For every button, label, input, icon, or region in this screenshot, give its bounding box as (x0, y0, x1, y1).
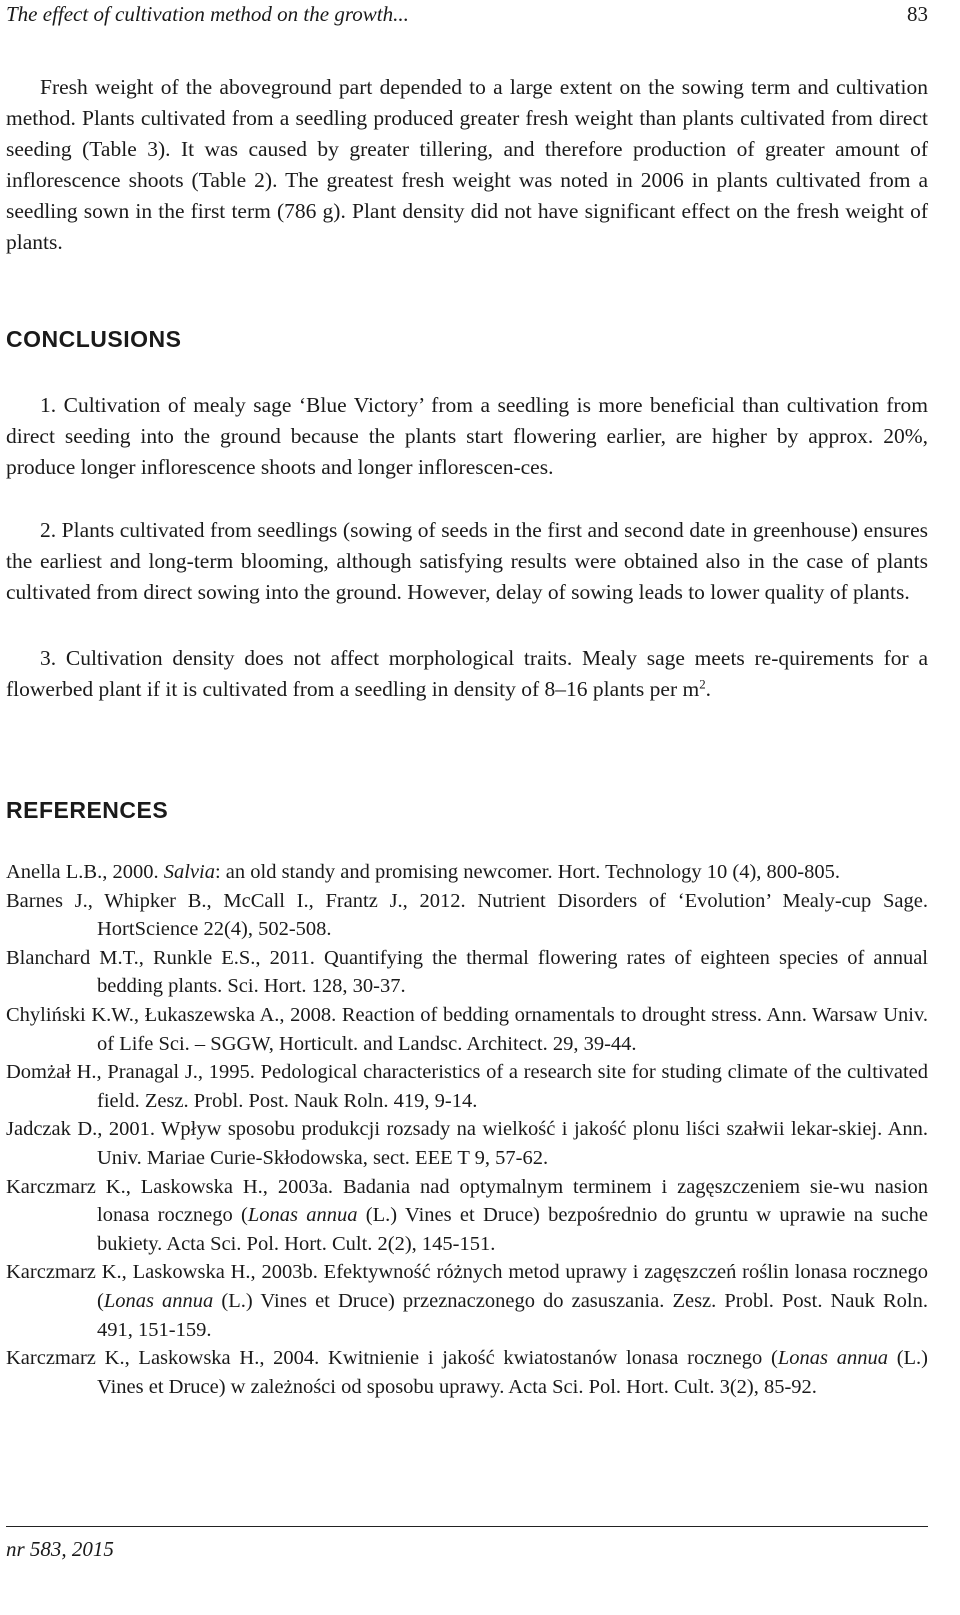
footer-divider (6, 1526, 928, 1527)
reference-item: Karczmarz K., Laskowska H., 2004. Kwitnienie i jakość kwiatostanów lonasa rocznego (Lonas annua (L.) Vines et Druce) w zależności od sposobu uprawy. Acta Sci. Pol. Hort. Cult. 3(2), 85-92. (6, 1347, 928, 1398)
conclusion-item-3-end: . (705, 677, 712, 701)
reference-item: Domżał H., Pranagal J., 1995. Pedological characteristics of a research site for studing climate of the cultivated field. Zesz. Probl. Post. Nauk Roln. 419, 9-14. (6, 1061, 928, 1112)
reference-item: Karczmarz K., Laskowska H., 2003b. Efektywność różnych metod uprawy i zagęszczeń roślin lonasa rocznego (Lonas annua (L.) Vines et Druce) przeznaczonego do zasuszania. Zesz. Probl. Post. Nauk Roln. 491, 151-159. (6, 1261, 928, 1341)
conclusion-item-1: 1. Cultivation of mealy sage ‘Blue Victory’ from a seedling is more beneficial than cultivation from direct seeding into the ground because the plants start flowering earlier, are higher by approx. 20%, produce longer inflorescence shoots and longer inflorescen-ces. (6, 393, 928, 479)
conclusions-heading: CONCLUSIONS (6, 326, 182, 352)
reference-item: Barnes J., Whipker B., McCall I., Frantz J., 2012. Nutrient Disorders of ‘Evolution’ Mealy-cup Sage. HortScience 22(4), 502-508. (6, 889, 928, 941)
conclusion-item-3-text: 3. Cultivation density does not affect morphological traits. Mealy sage meets re-quirements for a flowerbed plant if it is cultivated from a seedling in density of 8–16 plants per m (6, 646, 928, 701)
page-number: 83 (907, 2, 928, 26)
references-heading: REFERENCES (6, 797, 169, 823)
reference-item: Karczmarz K., Laskowska H., 2003a. Badania nad optymalnym terminem i zagęszczeniem sie-wu nasion lonasa rocznego (Lonas annua (L.) Vines et Druce) bezpośrednio do gruntu w uprawie na suche bukiety. Acta Sci. Pol. Hort. Cult. 2(2), 145-151. (6, 1175, 928, 1255)
reference-item: Blanchard M.T., Runkle E.S., 2011. Quantifying the thermal flowering rates of eighteen species of annual bedding plants. Sci. Hort. 128, 30-37. (6, 946, 928, 998)
reference-item: Anella L.B., 2000. Salvia: an old standy and promising newcomer. Hort. Technology 10 (4), 800-805. (6, 861, 841, 883)
superscript-two: 2 (699, 677, 706, 692)
running-head (6, 2, 928, 32)
running-head-title: The effect of cultivation method on the growth... (6, 2, 409, 26)
reference-list (6, 858, 928, 1401)
conclusion-item-3 (6, 643, 928, 705)
conclusion-item-2: 2. Plants cultivated from seedlings (sowing of seeds in the first and second date in greenhouse) ensures the earliest and long-term blooming, although satisfying results were obtained also in the case of plants cultivated from direct sowing into the ground. However, delay of sowing leads to lower quality of plants. (6, 518, 928, 604)
reference-item: Jadczak D., 2001. Wpływ sposobu produkcji rozsady na wielkość i jakość plonu liści szałwii lekar-skiej. Ann. Univ. Mariae Curie-Skłodowska, sect. EEE T 9, 57-62. (6, 1118, 928, 1169)
journal-issue: nr 583, 2015 (6, 1537, 114, 1561)
reference-item: Chyliński K.W., Łukaszewska A., 2008. Reaction of bedding ornamentals to drought stress. Ann. Warsaw Univ. of Life Sci. – SGGW, Horticult. and Landsc. Architect. 29, 39-44. (6, 1003, 928, 1055)
fresh-weight-paragraph: Fresh weight of the aboveground part depended to a large extent on the sowing term and cultivation method. Plants cultivated from a seedling produced greater fresh weight than plants cultivated from direct seeding (Table 3). It was caused by greater tillering, and therefore production of greater amount of inflorescence shoots (Table 2). The greatest fresh weight was noted in 2006 in plants cultivated from a seedling sown in the first term (786 g). Plant density did not have significant effect on the fresh weight of plants. (6, 75, 928, 254)
